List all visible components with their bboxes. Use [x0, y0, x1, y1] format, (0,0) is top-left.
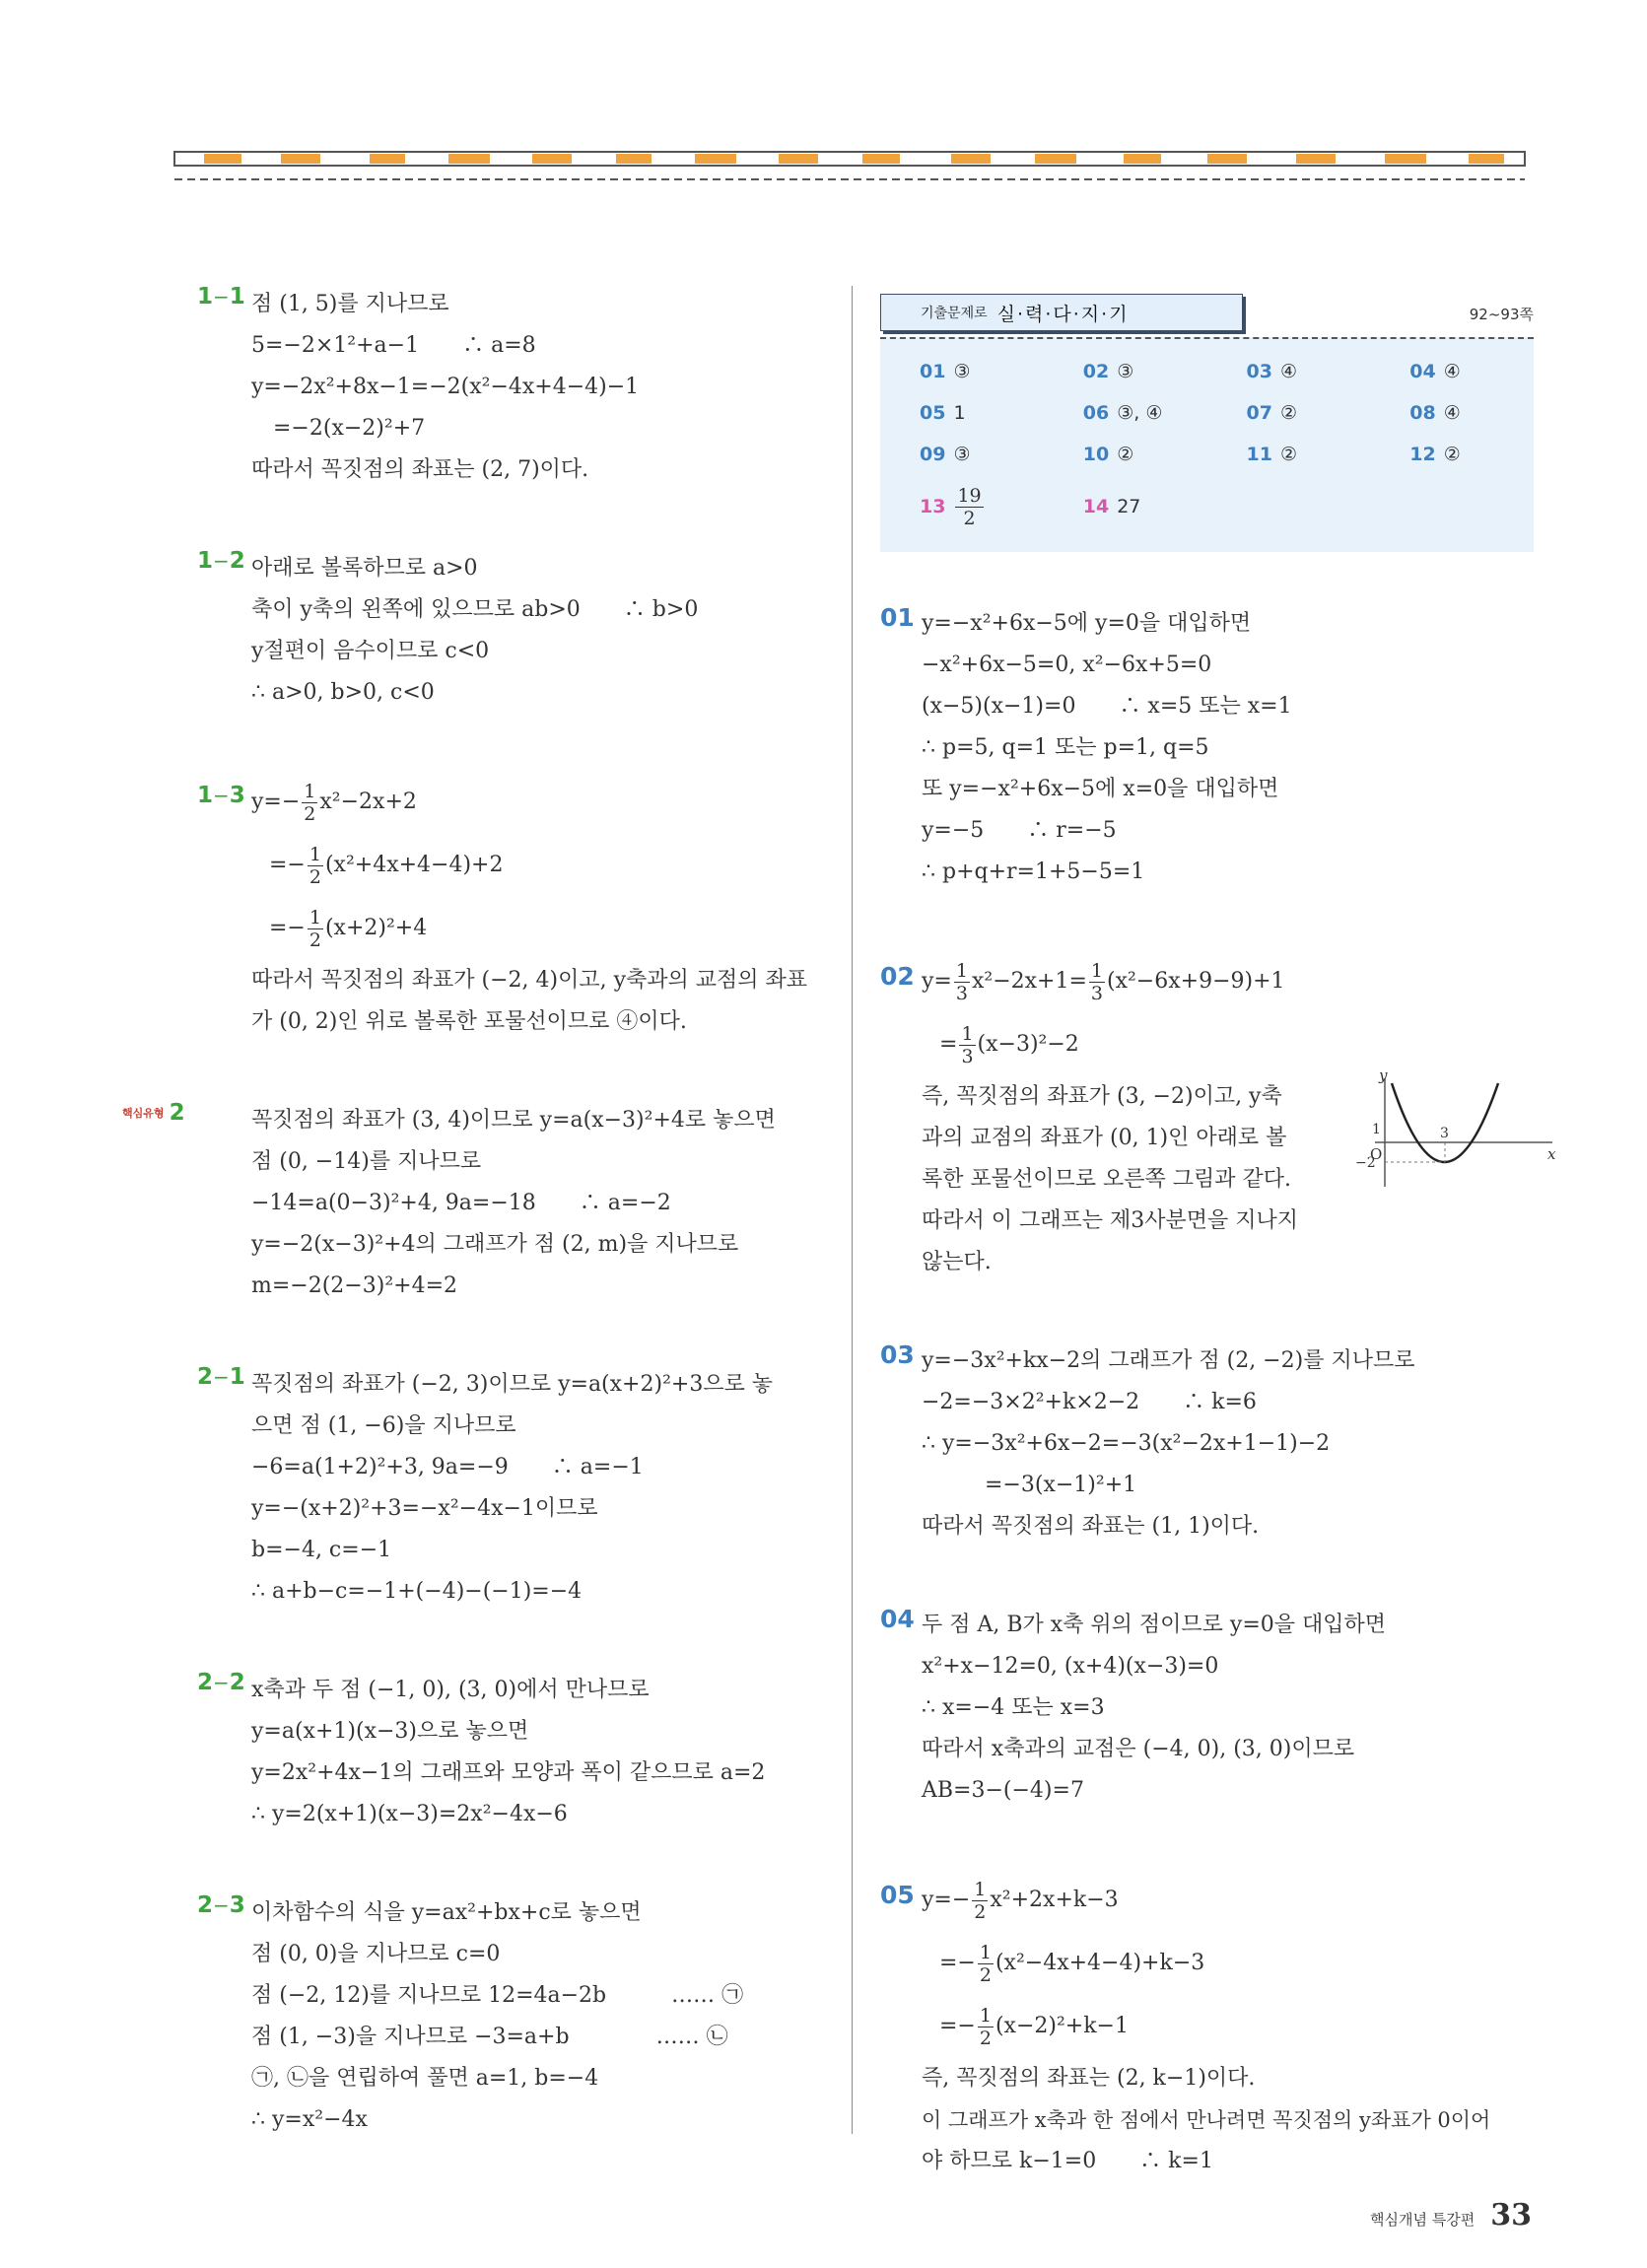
solution-line: 따라서 꼭짓점의 좌표는 (2, 7)이다.: [251, 457, 589, 482]
answer-section-header: [880, 286, 1534, 333]
problem-number: 01: [880, 603, 915, 632]
solution-line: 따라서 꼭짓점의 좌표는 (1, 1)이다.: [922, 1514, 1260, 1539]
solution-line: −x²+6x−5=0, x²−6x+5=0: [922, 653, 1212, 677]
solution-line: ∴ a>0, b>0, c<0: [251, 680, 435, 705]
problem-number: 2−3: [197, 1892, 245, 1918]
solution-line: 따라서 이 그래프는 제3사분면을 지나지: [922, 1208, 1299, 1233]
column-divider: [852, 286, 853, 2134]
solution-line: ∴ y=x²−4x: [251, 2107, 368, 2132]
solution-line: x²+x−12=0, (x+4)(x−3)=0: [922, 1654, 1219, 1679]
solution-line: 따라서 꼭짓점의 좌표가 (−2, 4)이고, y축과의 교점의 좌표: [251, 968, 808, 993]
problem-number: 1−3: [197, 783, 245, 808]
solution-line: 점 (1, −3)을 지나므로 −3=a+b …… ㉡: [251, 2025, 728, 2049]
fraction: $\frac{1}{2}$: [309, 906, 321, 951]
answer-item: 05 1: [920, 402, 966, 424]
section-tab: 기출문제로 실·력·다·지·기: [880, 294, 1243, 331]
fraction: $\frac{1}{3}$: [961, 1022, 974, 1067]
left-column: [122, 284, 828, 2198]
solution-line: 또 y=−x²+6x−5에 x=0을 대입하면: [922, 777, 1279, 801]
solution-01: [880, 603, 1536, 893]
page-footer: [1370, 2198, 1532, 2233]
solution-line: y= $\frac{1}{3}$ x²−2x+1= $\frac{1}{3}$ (x²−6x+9−9)+1: [922, 959, 1285, 1004]
solution-line: ∴ p+q+r=1+5−5=1: [922, 859, 1145, 884]
problem-2-2: [197, 1670, 828, 1835]
problem-number: 02: [880, 962, 915, 991]
solution-line: ∴ x=−4 또는 x=3: [922, 1695, 1105, 1720]
solution-line: 따라서 x축과의 교점은 (−4, 0), (3, 0)이므로: [922, 1737, 1355, 1761]
decorative-banner: [172, 146, 1528, 185]
solution-line: =−2(x−2)²+7: [251, 416, 426, 441]
solution-line: ∴ y=2(x+1)(x−3)=2x²−4x−6: [251, 1802, 568, 1826]
solution-line: 꼭짓점의 좌표가 (3, 4)이므로 y=a(x−3)²+4로 놓으면: [251, 1108, 776, 1133]
solution-line: 록한 포물선이므로 오른쪽 그림과 같다.: [922, 1167, 1291, 1192]
solution-line: 점 (0, −14)를 지나므로: [251, 1149, 482, 1174]
solution-line: 이차함수의 식을 y=ax²+bx+c로 놓으면: [251, 1900, 642, 1925]
tick-label: 3: [1440, 1126, 1449, 1141]
solution-02: [880, 950, 1556, 1283]
solution-line: −6=a(1+2)²+3, 9a=−9 ∴ a=−1: [251, 1455, 644, 1479]
book-section-label: 핵심개념 특강편: [1370, 2211, 1475, 2229]
page-range: 92~93쪽: [1469, 306, 1534, 323]
solution-line: 으면 점 (1, −6)을 지나므로: [251, 1413, 516, 1438]
problem-number: 03: [880, 1340, 915, 1369]
problem-1-3: [197, 771, 828, 1043]
answer-key: [880, 337, 1534, 552]
fraction: $\frac{1}{2}$: [979, 1941, 992, 1986]
solution-line: 이 그래프가 x축과 한 점에서 만나려면 꼭짓점의 y좌표가 0이어: [922, 2108, 1491, 2132]
right-column: [880, 286, 1556, 2239]
problem-number: 1−1: [197, 284, 245, 309]
answer-item: 06 ③, ④: [1082, 402, 1163, 424]
solution-line: 꼭짓점의 좌표가 (−2, 3)이므로 y=a(x+2)²+3으로 놓: [251, 1372, 774, 1397]
axis-label: y: [1379, 1068, 1388, 1084]
solution-line: −2=−3×2²+k×2−2 ∴ k=6: [922, 1390, 1257, 1414]
answer-item: 07 ②: [1246, 402, 1297, 424]
solution-line: y=− $\frac{1}{2}$ x²−2x+2: [251, 780, 417, 825]
solution-line: y=2x²+4x−1의 그래프와 모양과 폭이 같으므로 a=2: [251, 1760, 766, 1785]
problem-1-1: [197, 284, 828, 491]
solution-line: 점 (1, 5)를 지나므로: [251, 292, 449, 316]
problem-2-1: [197, 1364, 828, 1613]
solution-line: 5=−2×1²+a−1 ∴ a=8: [251, 333, 536, 358]
solution-line: y=−2(x−3)²+4의 그래프가 점 (2, m)을 지나므로: [251, 1232, 739, 1257]
solution-line: 두 점 A, B가 x축 위의 점이므로 y=0을 대입하면: [922, 1613, 1387, 1637]
solution-line: AB=3−(−4)=7: [922, 1778, 1084, 1803]
problem-number: 04: [880, 1605, 915, 1633]
answer-item: 04 ④: [1409, 361, 1461, 382]
parabola-graph: [1345, 1068, 1562, 1236]
tick-label: 1: [1372, 1122, 1381, 1137]
answer-item: 03 ④: [1246, 361, 1297, 382]
solution-line: y=−x²+6x−5에 y=0을 대입하면: [922, 611, 1252, 636]
fraction: $\frac{1}{3}$: [1090, 959, 1103, 1004]
solution-line: =− $\frac{1}{2}$ (x²+4x+4−4)+2: [269, 843, 504, 888]
solution-line: b=−4, c=−1: [251, 1538, 392, 1562]
problem-core-2: [122, 1100, 828, 1307]
answer-item: 10 ②: [1082, 444, 1134, 465]
solution-line: ∴ y=−3x²+6x−2=−3(x²−2x+1−1)−2: [922, 1431, 1331, 1456]
origin-label: O: [1370, 1145, 1383, 1163]
solution-line: 가 (0, 2)인 위로 볼록한 포물선이므로 ④이다.: [251, 1009, 687, 1034]
problem-1-2: [197, 548, 828, 714]
fraction: $\frac{1}{3}$: [955, 959, 968, 1004]
solution-line: 즉, 꼭짓점의 좌표는 (2, k−1)이다.: [922, 2066, 1256, 2091]
axis-label: x: [1547, 1145, 1556, 1163]
solution-line: y=a(x+1)(x−3)으로 놓으면: [251, 1719, 529, 1744]
solution-03: [880, 1340, 1536, 1547]
solution-line: =− $\frac{1}{2}$ (x²−4x+4−4)+k−3: [939, 1941, 1205, 1986]
solution-line: y=−5 ∴ r=−5: [922, 818, 1117, 843]
solution-line: y절편이 음수이므로 c<0: [251, 639, 490, 663]
fraction: $\frac{1}{2}$: [974, 1878, 987, 1923]
solution-line: 점 (−2, 12)를 지나므로 12=4a−2b …… ㉠: [251, 1983, 744, 2008]
answer-item: 14 27: [1082, 496, 1141, 517]
answer-item: 12 ②: [1409, 444, 1461, 465]
solution-line: 않는다.: [922, 1250, 992, 1274]
fraction: $\frac{19}{2}$: [957, 484, 982, 529]
solution-line: y=−(x+2)²+3=−x²−4x−1이므로: [251, 1496, 598, 1521]
fraction: $\frac{1}{2}$: [304, 780, 316, 825]
answer-item: 02 ③: [1082, 361, 1134, 382]
solution-line: =− $\frac{1}{2}$ (x−2)²+k−1: [939, 2004, 1129, 2049]
solution-line: = $\frac{1}{3}$ (x−3)²−2: [939, 1022, 1079, 1067]
solution-line: 즉, 꼭짓점의 좌표가 (3, −2)이고, y축: [922, 1084, 1282, 1109]
solution-line: 야 하므로 k−1=0 ∴ k=1: [922, 2149, 1213, 2173]
fraction: $\frac{1}{2}$: [309, 843, 321, 888]
solution-line: =−3(x−1)²+1: [963, 1473, 1137, 1497]
solution-line: x축과 두 점 (−1, 0), (3, 0)에서 만나므로: [251, 1678, 650, 1702]
solution-line: ∴ p=5, q=1 또는 p=1, q=5: [922, 735, 1209, 760]
solution-line: (x−5)(x−1)=0 ∴ x=5 또는 x=1: [922, 694, 1292, 719]
solution-line: −14=a(0−3)²+4, 9a=−18 ∴ a=−2: [251, 1191, 671, 1215]
solution-line: y=−2x²+8x−1=−2(x²−4x+4−4)−1: [251, 375, 640, 399]
solution-line: y=−3x²+kx−2의 그래프가 점 (2, −2)를 지나므로: [922, 1348, 1415, 1373]
problem-number: 1−2: [197, 548, 245, 574]
core-type-label: 핵심유형 2: [122, 1100, 185, 1126]
fraction: $\frac{1}{2}$: [979, 2004, 992, 2049]
problem-2-3: [197, 1892, 828, 2141]
solution-line: ∴ a+b−c=−1+(−4)−(−1)=−4: [251, 1579, 583, 1604]
answer-item: 09 ③: [920, 444, 971, 465]
solution-05: [880, 1869, 1536, 2182]
solution-line: ㉠, ㉡을 연립하여 풀면 a=1, b=−4: [251, 2066, 599, 2091]
answer-item: 13 $\frac{19}{2}$: [920, 484, 982, 529]
solution-line: m=−2(2−3)²+4=2: [251, 1273, 457, 1298]
problem-number: 05: [880, 1881, 915, 1909]
problem-number: 2−2: [197, 1670, 245, 1695]
page-number: 33: [1490, 2198, 1532, 2233]
answer-item: 11 ②: [1246, 444, 1297, 465]
solution-line: 점 (0, 0)을 지나므로 c=0: [251, 1942, 501, 1966]
problem-number: 2−1: [197, 1364, 245, 1390]
solution-line: 과의 교점의 좌표가 (0, 1)인 아래로 볼: [922, 1126, 1287, 1150]
solution-04: [880, 1605, 1536, 1812]
answer-item: 01 ③: [920, 361, 971, 382]
solution-line: 아래로 볼록하므로 a>0: [251, 556, 478, 581]
solution-line: =− $\frac{1}{2}$ (x+2)²+4: [269, 906, 428, 951]
solution-line: 축이 y축의 왼쪽에 있으므로 ab>0 ∴ b>0: [251, 597, 699, 622]
tick-label: −2: [1355, 1155, 1376, 1171]
answer-item: 08 ④: [1409, 402, 1461, 424]
solution-line: y=− $\frac{1}{2}$ x²+2x+k−3: [922, 1878, 1119, 1923]
